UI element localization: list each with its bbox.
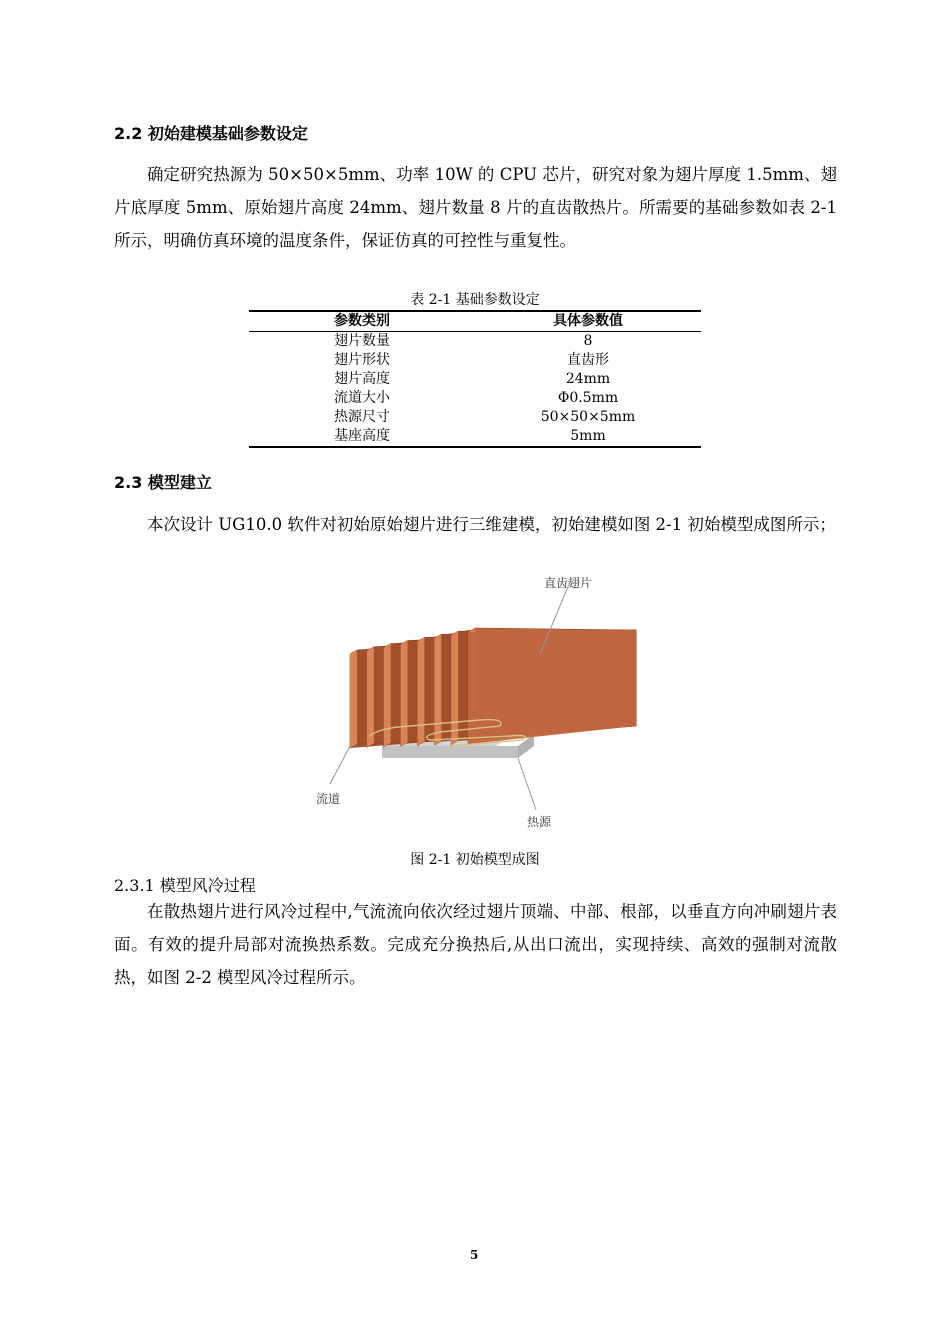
label-flow-channel: 流道 [316, 792, 341, 806]
label-heat-source: 热源 [527, 815, 552, 829]
parameter-table [249, 310, 701, 448]
figure-caption: 图 2-1 初始模型成图 [410, 852, 540, 868]
fin-front-edge [434, 634, 441, 745]
section-heading-2-3: 2.3 模型建立 [114, 473, 212, 492]
fin-front-edge [367, 647, 374, 748]
fin-front-edge [350, 650, 357, 748]
table-row [249, 370, 701, 389]
table-cell-value: 24mm [565, 371, 611, 387]
table-cell-category: 翅片高度 [334, 371, 390, 387]
page-number: 5 [470, 1248, 479, 1262]
fin-front-edge [384, 644, 391, 747]
table-cell-category: 热源尺寸 [334, 409, 390, 425]
table-row [249, 408, 701, 427]
table-header-value: 具体参数值 [475, 311, 701, 332]
table-cell-value: 50×50×5mm [540, 409, 636, 425]
table-cell-value: 直齿形 [567, 352, 609, 368]
paragraph-2-2: 确定研究热源为 50×50×5mm、功率 10W 的 CPU 芯片，研究对象为翅片厚度 1.5mm、翅片底厚度 5mm、原始翅片高度 24mm、翅片数量 8 片的直齿散热片。所需要的基础参数如表 2-1 所示，明确仿真环境的温度条件，保证仿真的可控性与重复性。 [114, 165, 837, 250]
table-header-row [249, 311, 701, 332]
table-row [249, 332, 701, 352]
table-row [249, 389, 701, 408]
table-cell-category: 翅片形状 [334, 352, 390, 368]
table-cell-category: 流道大小 [334, 390, 390, 406]
table-cell-value: 5mm [570, 428, 606, 444]
table-row [249, 351, 701, 370]
fin-front-edge [401, 641, 408, 747]
table-cell-value: 8 [583, 333, 593, 349]
heat-source-plate-front [382, 746, 518, 758]
fin-group [350, 628, 636, 748]
fin-front-edge [451, 631, 458, 744]
fin-front-edge [417, 637, 424, 745]
table-row [249, 427, 701, 447]
table-caption: 表 2-1 基础参数设定 [410, 292, 540, 308]
table-cell-category: 基座高度 [334, 428, 390, 444]
section-heading-2-3-1: 2.3.1 模型风冷过程 [114, 876, 256, 895]
heat-sink-illustration [300, 568, 660, 838]
label-straight-fins: 直齿翅片 [544, 576, 593, 590]
heat-source-leader-line [518, 758, 536, 810]
table-cell-category: 翅片数量 [334, 333, 390, 349]
paragraph-2-3-1: 在散热翅片进行风冷过程中,气流流向依次经过翅片顶端、中部、根部，以垂直方向冲刷翅片表面。有效的提升局部对流换热系数。完成充分换热后,从出口流出，实现持续、高效的强制对流散热，如图 2-2 模型风冷过程所示。 [114, 902, 837, 987]
heat-sink-figure [300, 568, 660, 838]
table-header-category: 参数类别 [249, 311, 475, 332]
channel-leader-line [330, 746, 350, 784]
section-heading-2-2: 2.2 初始建模基础参数设定 [114, 124, 308, 143]
paragraph-2-3: 本次设计 UG10.0 软件对初始原始翅片进行三维建模，初始建模如图 2-1 初始模型成图所示； [147, 515, 836, 534]
table-cell-value: Φ0.5mm [557, 390, 619, 406]
